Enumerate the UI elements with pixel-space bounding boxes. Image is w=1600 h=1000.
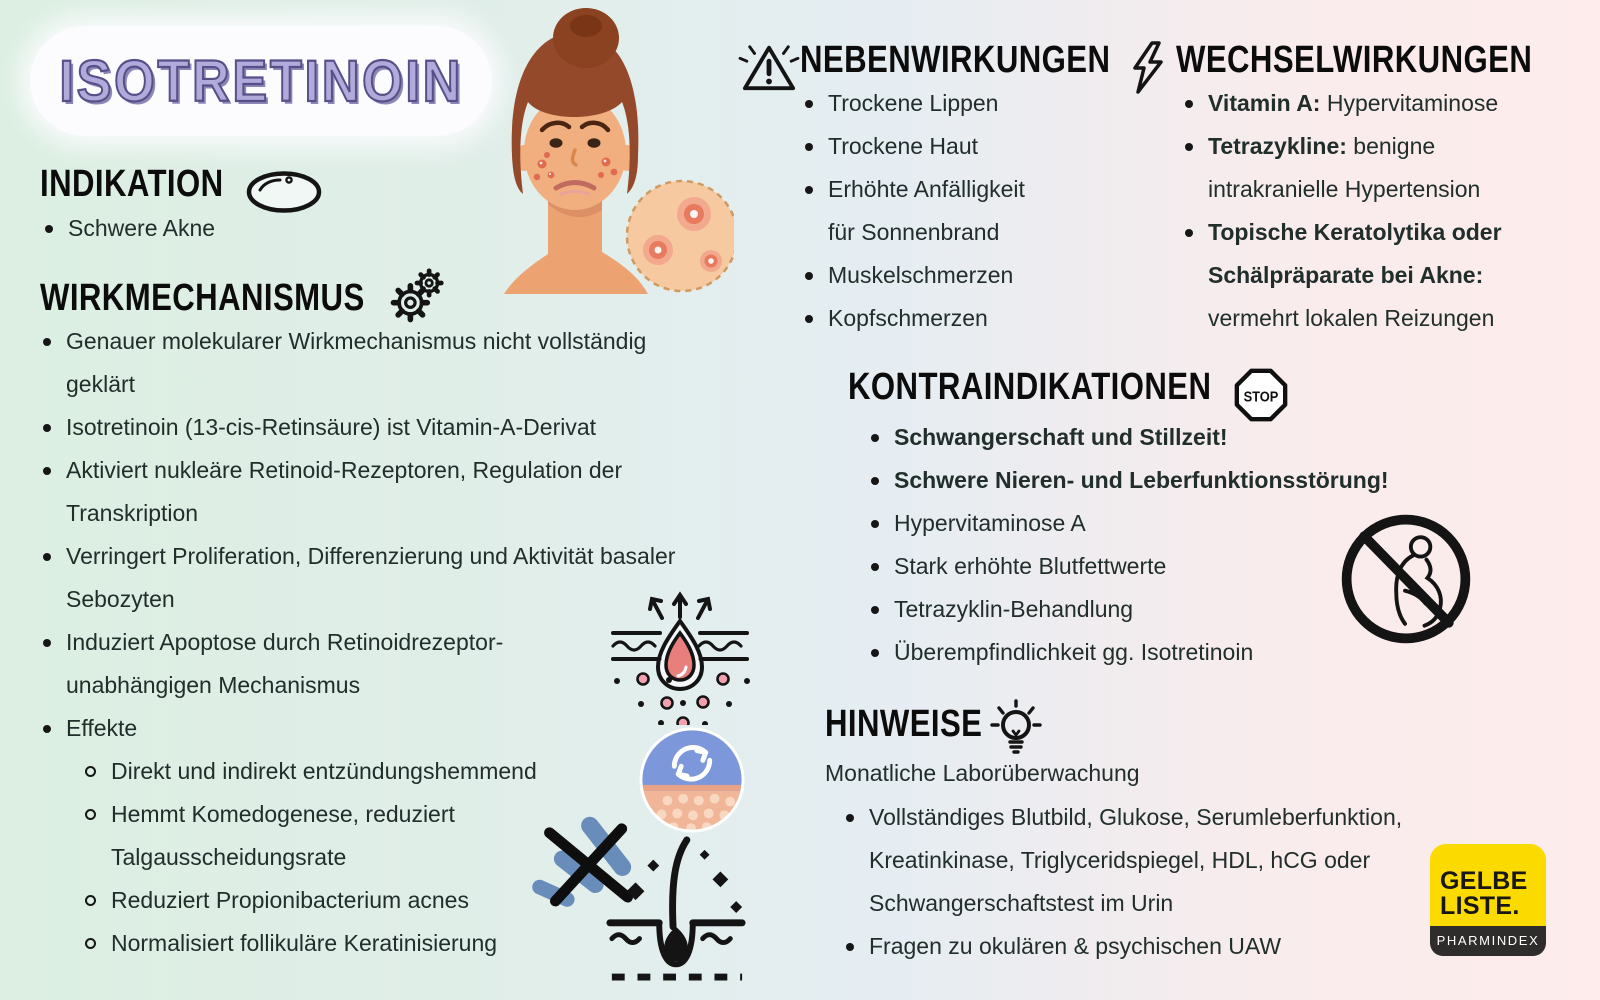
bullet-circle xyxy=(85,809,96,820)
lightning-icon xyxy=(1128,40,1168,96)
wechselwirkungen-list xyxy=(1182,82,1554,340)
bullet-dot xyxy=(43,338,51,346)
list-item: Hypervitaminose A xyxy=(868,502,1468,545)
list-item: Reduziert Propionibacterium acnes xyxy=(82,879,688,922)
hinweise-list xyxy=(843,796,1443,968)
list-item: Vollständiges Blutbild, Glukose, Serumleberfunktion, Kreatinkinase, Triglyceridspiegel, HDL, hCG oder Schwangerschaftstest im Urin xyxy=(843,796,1443,925)
bullet-dot xyxy=(43,424,51,432)
list-item: Induziert Apoptose durch Retinoidrezeptor-unabhängigen Mechanismus xyxy=(40,621,688,707)
bullet-dot xyxy=(1185,100,1193,108)
gears-icon xyxy=(386,268,446,328)
list-item: Topische Keratolytika oder Schälpräparate bei Akne: vermehrt lokalen Reizungen xyxy=(1182,211,1554,340)
bullet-dot xyxy=(871,563,879,571)
bullet-dot xyxy=(43,725,51,733)
indikation-list xyxy=(42,207,462,250)
list-item: Schwangerschaft und Stillzeit! xyxy=(868,416,1468,459)
list-item: Vitamin A: Hypervitaminose xyxy=(1182,82,1554,125)
list-item: Isotretinoin (13-cis-Retinsäure) ist Vitamin-A-Derivat xyxy=(40,406,688,449)
woman-with-acne-illustration xyxy=(486,4,734,294)
list-item: Genauer molekularer Wirkmechanismus nicht vollständig geklärt xyxy=(40,320,688,406)
list-item: Effekte xyxy=(40,707,688,750)
sebum-gland-icon xyxy=(605,583,755,725)
list-item: Schwere Akne xyxy=(42,207,462,250)
list-item: Direkt und indirekt entzündungshemmend xyxy=(82,750,688,793)
list-item: Stark erhöhte Blutfettwerte xyxy=(868,545,1468,588)
bullet-dot xyxy=(1185,143,1193,151)
gelbe-liste-logo xyxy=(1430,844,1546,956)
bullet-circle xyxy=(85,938,96,949)
bullet-dot xyxy=(871,606,879,614)
nebenwirkungen-heading: NEBENWIRKUNGEN xyxy=(800,39,1111,81)
bullet-dot xyxy=(846,814,854,822)
bullet-dot xyxy=(1185,229,1193,237)
bullet-dot xyxy=(871,477,879,485)
bullet-dot xyxy=(43,553,51,561)
drug-title: ISOTRETINOIN xyxy=(59,48,463,114)
logo-line-1: GELBE xyxy=(1440,867,1528,895)
list-item: Tetrazykline: benigne intrakranielle Hypertension xyxy=(1182,125,1554,211)
nebenwirkungen-list xyxy=(802,82,1120,340)
hinweise-intro: Monatliche Laborüberwachung xyxy=(825,760,1140,786)
list-item: Fragen zu okulären & psychischen UAW xyxy=(843,925,1443,968)
list-item: Normalisiert follikuläre Keratinisierung xyxy=(82,922,688,965)
gelbe-liste-logo-top xyxy=(1430,844,1546,926)
wirkmechanismus-heading: WIRKMECHANISMUS xyxy=(40,277,365,319)
bullet-dot xyxy=(871,520,879,528)
hair-follicle-icon xyxy=(602,836,750,984)
warning-triangle-icon xyxy=(738,40,800,94)
list-item: Aktiviert nukleäre Retinoid-Rezeptoren, Regulation der Transkription xyxy=(40,449,688,535)
list-item: Hemmt Komedogenese, reduziert Talgausscheidungsrate xyxy=(82,793,688,879)
bullet-dot xyxy=(846,943,854,951)
hinweise-heading: HINWEISE xyxy=(825,703,983,745)
bullet-circle xyxy=(85,895,96,906)
list-item: Erhöhte Anfälligkeit für Sonnenbrand xyxy=(802,168,1120,254)
bullet-dot xyxy=(43,467,51,475)
list-item: Verringert Proliferation, Differenzierung und Aktivität basaler Sebozyten xyxy=(40,535,688,621)
list-item: Tetrazyklin-Behandlung xyxy=(868,588,1468,631)
list-item: Muskelschmerzen xyxy=(802,254,1120,297)
logo-line-2: LISTE. xyxy=(1440,892,1520,920)
bullet-dot xyxy=(805,100,813,108)
bullet-dot xyxy=(871,434,879,442)
list-item: Trockene Haut xyxy=(802,125,1120,168)
bullet-dot xyxy=(45,225,53,233)
list-item: Schwere Nieren- und Leberfunktionsstörung! xyxy=(868,459,1468,502)
indikation-heading: INDIKATION xyxy=(40,163,224,205)
bullet-dot xyxy=(805,186,813,194)
title-badge xyxy=(30,26,492,136)
bullet-dot xyxy=(805,272,813,280)
kontraindikationen-heading: KONTRAINDIKATIONEN xyxy=(848,366,1212,408)
logo-subtitle: PHARMINDEX xyxy=(1430,926,1546,956)
list-item: Überempfindlichkeit gg. Isotretinoin xyxy=(868,631,1468,674)
bullet-dot xyxy=(871,649,879,657)
bullet-dot xyxy=(43,639,51,647)
stop-label: STOP xyxy=(1243,389,1279,406)
bullet-circle xyxy=(85,766,96,777)
list-item: Trockene Lippen xyxy=(802,82,1120,125)
skin-cycle-icon xyxy=(638,726,746,834)
wechselwirkungen-heading: WECHSELWIRKUNGEN xyxy=(1176,39,1533,81)
list-item: Kopfschmerzen xyxy=(802,297,1120,340)
bullet-dot xyxy=(805,315,813,323)
no-pregnancy-icon xyxy=(1333,503,1479,655)
bullet-dot xyxy=(805,143,813,151)
